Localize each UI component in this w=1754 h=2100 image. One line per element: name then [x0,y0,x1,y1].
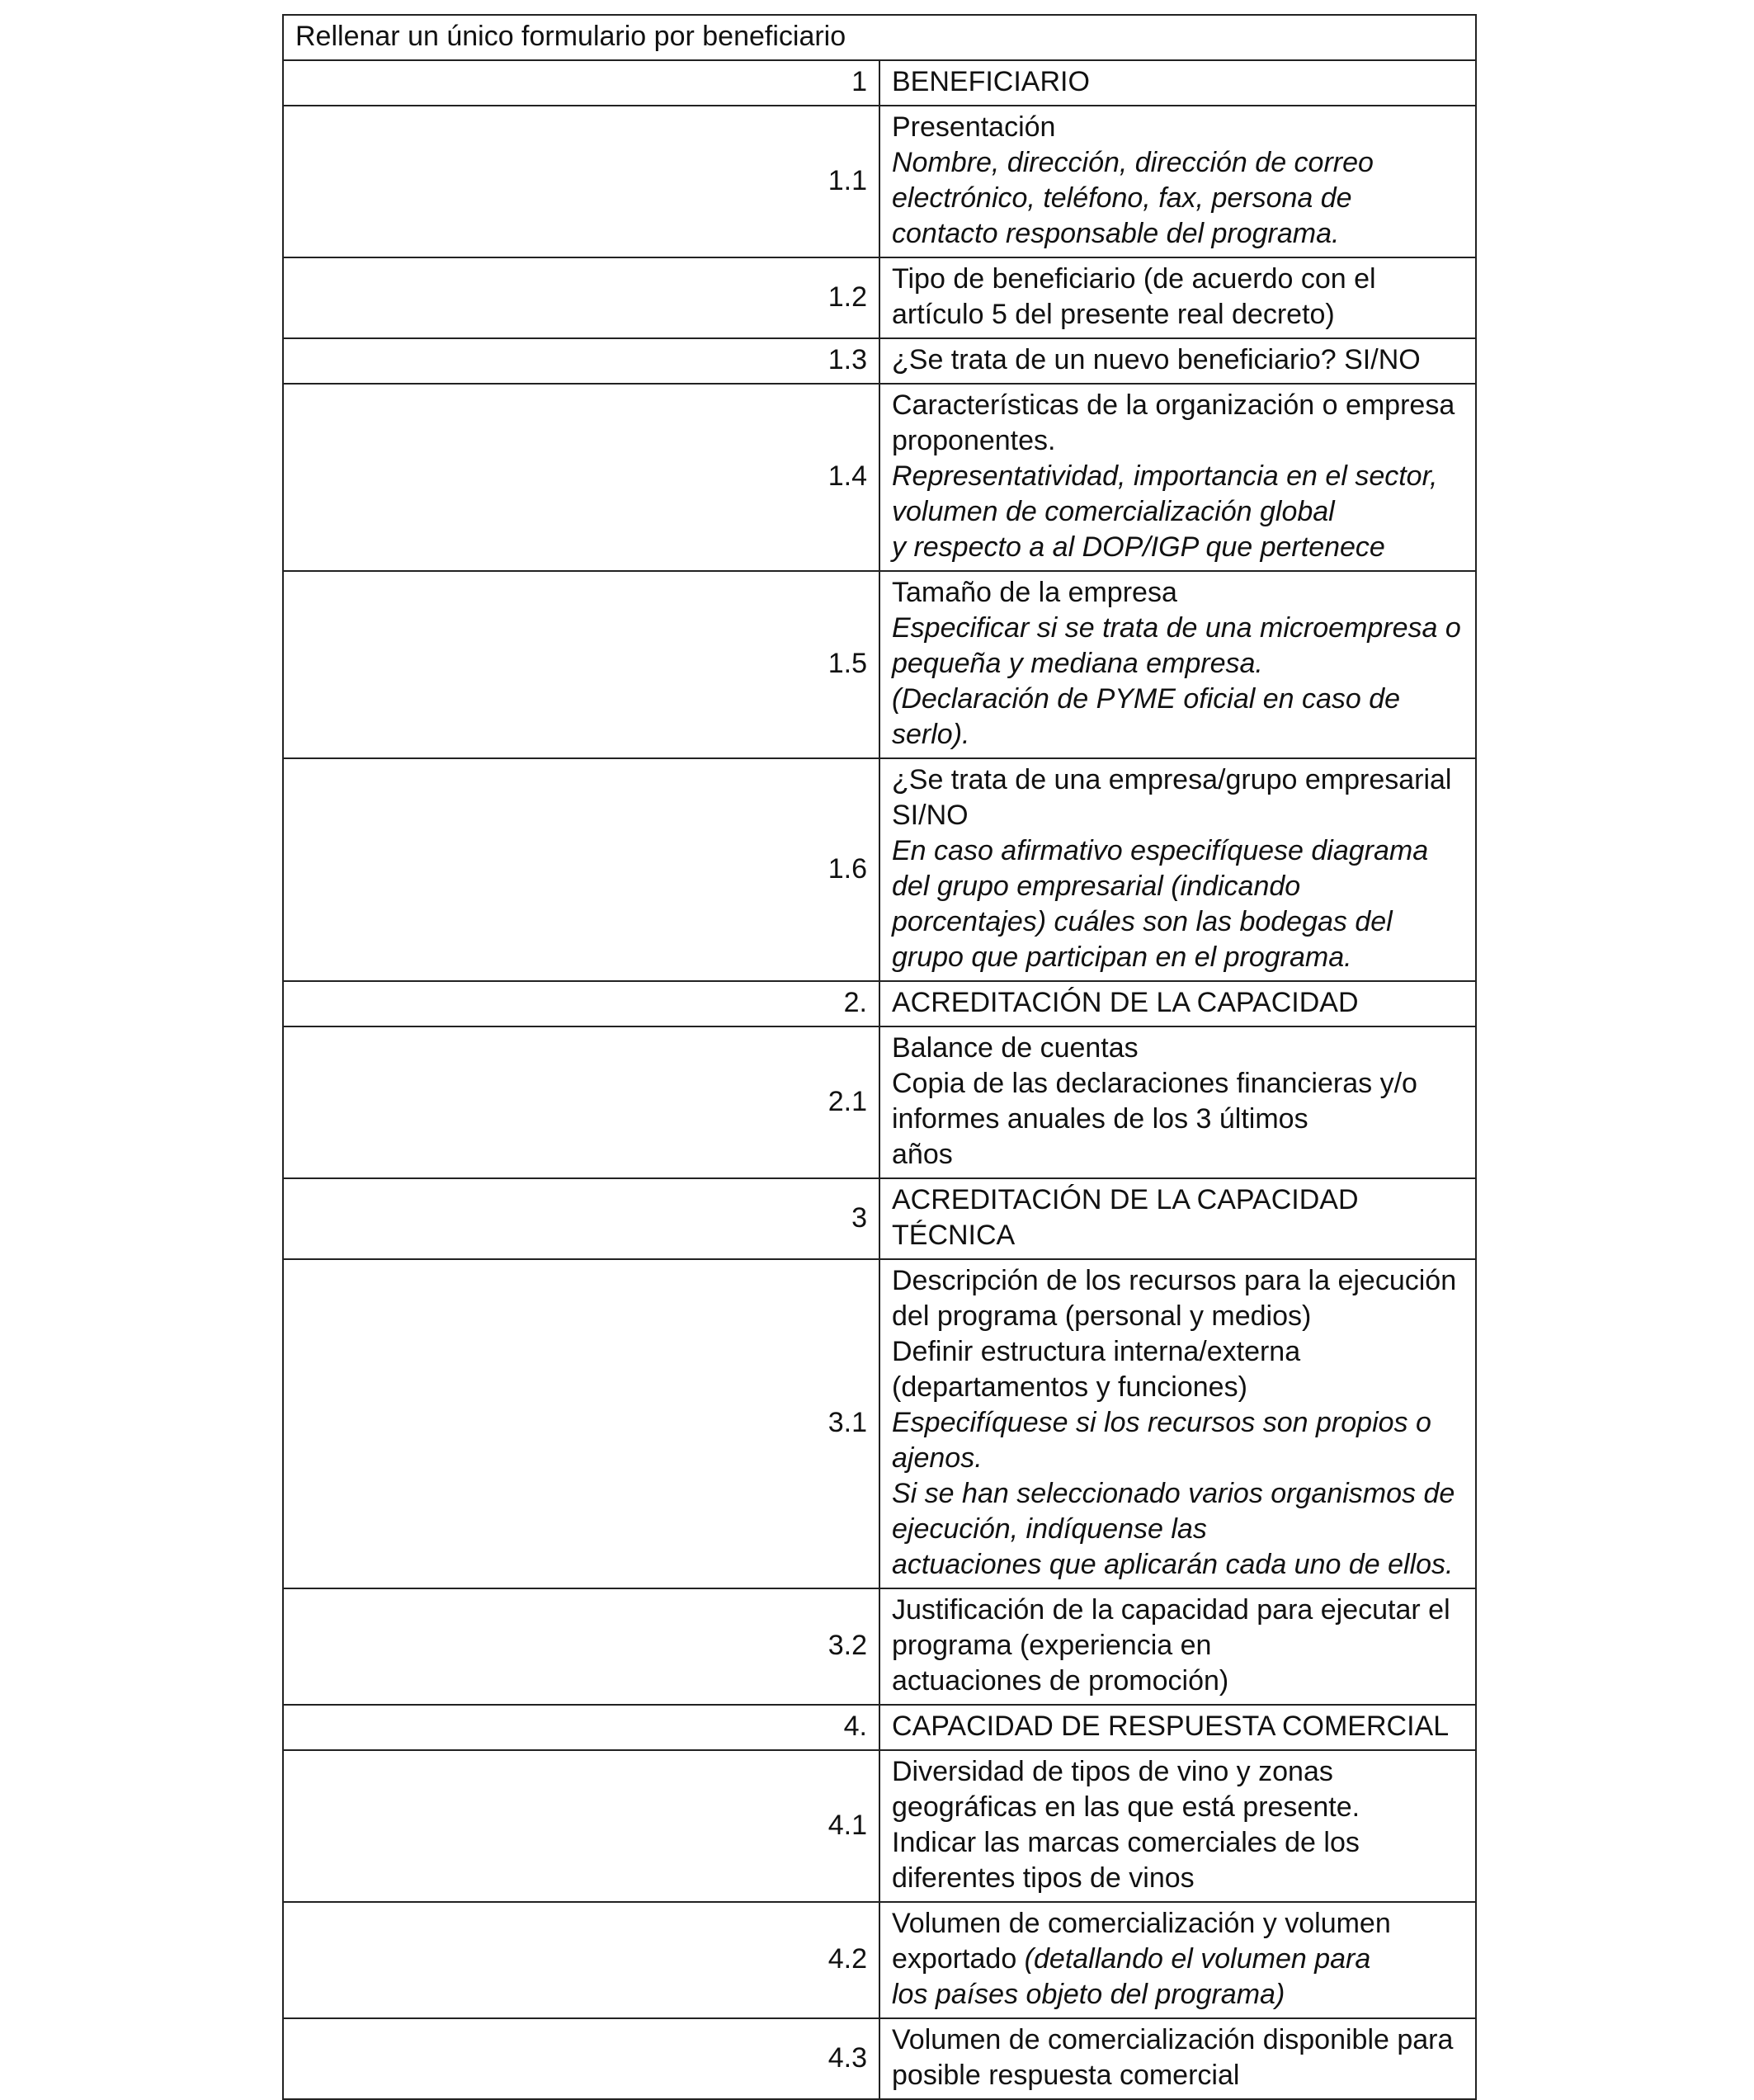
row-line-text: actuaciones de promoción) [892,1665,1229,1697]
row-line [892,1906,1464,1977]
row-line-text: ¿Se trata de una empresa/grupo empresarial SI/NO [892,764,1452,831]
form-row [283,571,1476,758]
row-line-text: Representatividad, importancia en el sector, volumen de comercialización global [892,460,1438,527]
row-content [879,2018,1476,2099]
row-line [892,145,1464,216]
form-row [283,257,1476,338]
row-line-text: y respecto a al DOP/IGP que pertenece [892,531,1385,563]
row-content [879,338,1476,384]
row-number: 4. [283,1705,879,1750]
row-line [892,64,1464,100]
row-line-text: ¿Se trata de un nuevo beneficiario? SI/NO [892,344,1421,375]
row-line [892,575,1464,611]
form-row [283,1588,1476,1705]
row-line-text: contacto responsable del programa. [892,218,1340,249]
row-line [892,1593,1464,1663]
row-line-text: Si se han seleccionado varios organismos de ejecución, indíquense las [892,1478,1455,1545]
row-content [879,1705,1476,1750]
row-line-text: Especifíquese si los recursos son propios o ajenos. [892,1407,1431,1474]
row-content [879,1026,1476,1178]
row-line [892,459,1464,530]
beneficiary-form-table [282,14,1477,2100]
row-line [892,1137,1464,1173]
form-table-body [283,15,1476,2099]
row-line [892,216,1464,252]
form-row [283,1178,1476,1259]
row-line-text: BENEFICIARIO [892,66,1090,97]
form-row [283,1902,1476,2018]
row-line-text: Presentación [892,111,1056,143]
row-line-text: Definir estructura interna/externa (departamentos y funciones) [892,1336,1301,1403]
form-row [283,60,1476,106]
row-content [879,1259,1476,1588]
row-line-text: (Declaración de PYME oficial en caso de serlo). [892,683,1401,750]
row-number: 1.1 [283,106,879,257]
row-number: 1.2 [283,257,879,338]
row-line [892,1977,1464,2013]
row-number: 2. [283,981,879,1026]
row-line-text: los países objeto del programa) [892,1979,1285,2010]
row-number: 3.2 [283,1588,879,1705]
row-line-text: Especificar si se trata de una microempresa o pequeña y mediana empresa. [892,612,1461,679]
row-content [879,571,1476,758]
row-line-text: Tipo de beneficiario (de acuerdo con el artículo 5 del presente real decreto) [892,263,1376,330]
row-line [892,1334,1464,1405]
row-number: 1.6 [283,758,879,981]
row-content [879,257,1476,338]
row-content [879,758,1476,981]
row-line [892,342,1464,378]
row-line [892,1476,1464,1547]
form-row [283,1259,1476,1588]
row-number: 3 [283,1178,879,1259]
row-number: 2.1 [283,1026,879,1178]
row-content [879,981,1476,1026]
row-line-text: Diversidad de tipos de vino y zonas geográficas en las que está presente. [892,1756,1360,1823]
row-number: 3.1 [283,1259,879,1588]
row-line [892,388,1464,459]
row-line [892,1405,1464,1476]
row-number: 1 [283,60,879,106]
row-number: 1.5 [283,571,879,758]
row-line-text: Indicar las marcas comerciales de los diferentes tipos de vinos [892,1827,1360,1894]
row-line-text: Características de la organización o empresa proponentes. [892,389,1455,456]
row-line-text: Nombre, dirección, dirección de correo electrónico, teléfono, fax, persona de [892,147,1374,214]
row-line [892,2022,1464,2093]
row-line-text: Volumen de comercialización y volumen exportado [892,1908,1391,1975]
row-line [892,1709,1464,1744]
row-content [879,1588,1476,1705]
row-content [879,1750,1476,1902]
row-content [879,1178,1476,1259]
form-row [283,1026,1476,1178]
row-line [892,682,1464,753]
row-line [892,833,1464,904]
row-line-text: actuaciones que aplicarán cada uno de ellos. [892,1549,1454,1580]
row-line [892,110,1464,145]
row-number: 4.1 [283,1750,879,1902]
row-line [892,1547,1464,1583]
form-row [283,2018,1476,2099]
row-line-text: Descripción de los recursos para la ejecución del programa (personal y medios) [892,1265,1457,1332]
row-number: 4.3 [283,2018,879,2099]
form-row [283,981,1476,1026]
row-number: 1.4 [283,384,879,571]
row-content [879,60,1476,106]
row-line [892,1182,1464,1253]
row-content [879,384,1476,571]
row-line-text: años [892,1139,953,1170]
row-line [892,611,1464,682]
row-line-text: CAPACIDAD DE RESPUESTA COMERCIAL [892,1711,1450,1742]
row-line [892,1066,1464,1137]
row-line-text: Volumen de comercialización disponible para posible respuesta comercial [892,2024,1454,2091]
row-line-text: En caso afirmativo especifíquese diagrama del grupo empresarial (indicando [892,835,1429,902]
row-line [892,904,1464,975]
row-line [892,262,1464,333]
form-row [283,338,1476,384]
row-line [892,530,1464,565]
row-line [892,1825,1464,1896]
row-content [879,106,1476,257]
row-line-text: ACREDITACIÓN DE LA CAPACIDAD [892,987,1359,1018]
form-row [283,106,1476,257]
row-line-text: Copia de las declaraciones financieras y/o informes anuales de los 3 últimos [892,1068,1417,1135]
row-number: 1.3 [283,338,879,384]
form-row [283,1705,1476,1750]
row-line-text: Justificación de la capacidad para ejecutar el programa (experiencia en [892,1594,1450,1661]
row-line-text: Balance de cuentas [892,1032,1139,1064]
row-line [892,985,1464,1021]
form-row [283,1750,1476,1902]
row-number: 4.2 [283,1902,879,2018]
form-row [283,384,1476,571]
row-line [892,1754,1464,1825]
row-line-italic-text: (detallando el volumen para [1024,1943,1371,1975]
row-line-text: porcentajes) cuáles son las bodegas del grupo que participan en el programa. [892,906,1393,973]
form-header-cell: Rellenar un único formulario por beneficiario [283,15,1476,60]
form-header-row [283,15,1476,60]
row-line [892,1663,1464,1699]
row-line [892,1031,1464,1066]
row-line-text: Tamaño de la empresa [892,577,1177,608]
row-line [892,762,1464,833]
row-content [879,1902,1476,2018]
row-line-text: ACREDITACIÓN DE LA CAPACIDAD TÉCNICA [892,1184,1359,1251]
form-row [283,758,1476,981]
row-line [892,1263,1464,1334]
